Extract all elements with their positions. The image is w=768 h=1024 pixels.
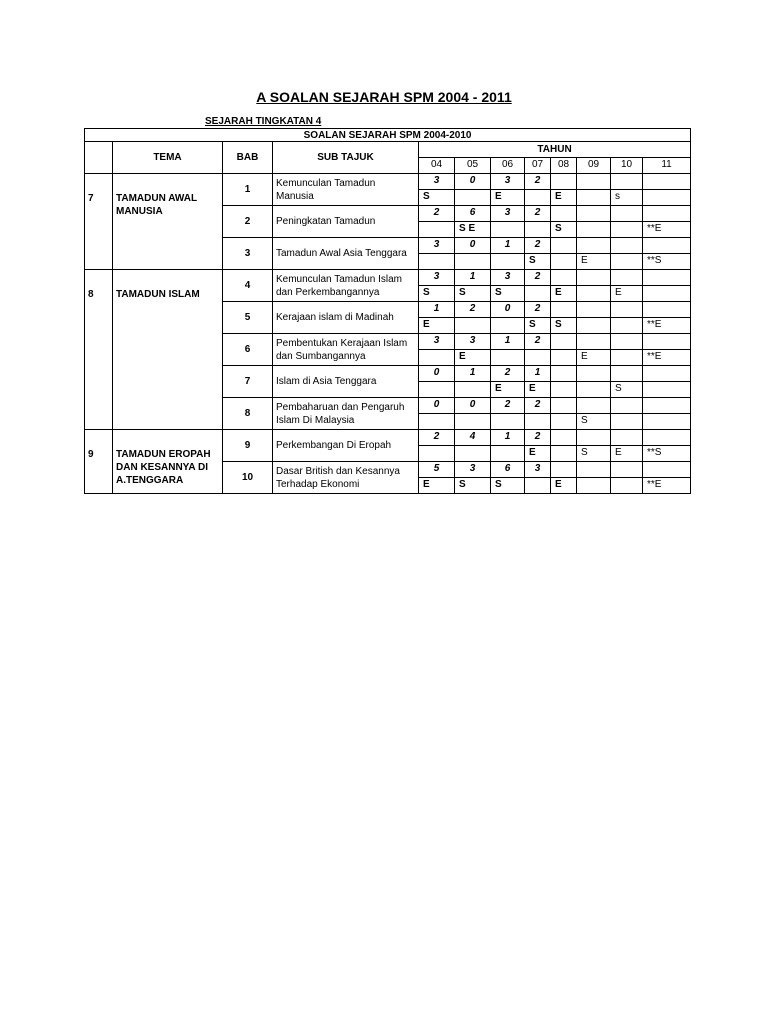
question-type-cell: **E <box>643 222 691 238</box>
tema-number <box>85 174 113 270</box>
question-count-cell <box>643 238 691 254</box>
question-type-cell: **E <box>643 350 691 366</box>
question-type-cell: E <box>455 350 491 366</box>
sub-tajuk: Dasar British dan Kesannya Terhadap Ekonomi <box>273 462 419 494</box>
question-type-cell: S <box>491 478 525 494</box>
question-count-cell: 3 <box>419 238 455 254</box>
question-type-cell: E <box>551 478 577 494</box>
question-count-cell: 3 <box>455 334 491 350</box>
question-type-cell: E <box>577 350 611 366</box>
question-type-cell <box>491 318 525 334</box>
bab-number: 10 <box>223 462 273 494</box>
question-type-cell <box>551 414 577 430</box>
bab-number: 1 <box>223 174 273 206</box>
year-header-cell: 08 <box>551 158 577 174</box>
question-count-cell: 1 <box>491 430 525 446</box>
counts-row <box>85 270 691 286</box>
question-count-cell <box>611 270 643 286</box>
question-type-cell <box>491 350 525 366</box>
question-count-cell <box>551 206 577 222</box>
question-type-cell <box>611 254 643 270</box>
header-tema: TEMA <box>113 142 223 174</box>
question-count-cell: 2 <box>525 174 551 190</box>
question-count-cell <box>577 174 611 190</box>
bab-number: 3 <box>223 238 273 270</box>
sub-tajuk: Pembentukan Kerajaan Islam dan Sumbangannya <box>273 334 419 366</box>
tema-number <box>85 270 113 430</box>
question-type-cell: S <box>491 286 525 302</box>
question-type-cell <box>577 286 611 302</box>
question-count-cell: 2 <box>491 366 525 382</box>
question-count-cell <box>643 174 691 190</box>
year-header-cell: 05 <box>455 158 491 174</box>
question-type-cell <box>611 350 643 366</box>
question-type-cell: s <box>611 190 643 206</box>
year-header-cell: 09 <box>577 158 611 174</box>
question-count-cell <box>577 302 611 318</box>
tema-name-text: TAMADUN ISLAM <box>116 289 200 300</box>
question-count-cell <box>643 206 691 222</box>
question-count-cell: 3 <box>419 270 455 286</box>
tema-name-text: TAMADUN EROPAH DAN KESANNYA DI A.TENGGARA <box>116 449 211 486</box>
question-type-cell <box>643 286 691 302</box>
sub-tajuk: Kemunculan Tamadun Islam dan Perkembangannya <box>273 270 419 302</box>
question-type-cell <box>419 382 455 398</box>
header-sub-tajuk: SUB TAJUK <box>273 142 419 174</box>
tema-number-text: 9 <box>88 449 94 460</box>
question-type-cell <box>577 222 611 238</box>
question-type-cell <box>419 222 455 238</box>
question-count-cell <box>551 302 577 318</box>
question-type-cell: E <box>611 446 643 462</box>
question-type-cell <box>419 414 455 430</box>
header-bab: BAB <box>223 142 273 174</box>
question-type-cell <box>455 446 491 462</box>
question-type-cell <box>611 222 643 238</box>
sub-tajuk: Peningkatan Tamadun <box>273 206 419 238</box>
question-type-cell: S <box>577 414 611 430</box>
tema-name-text: TAMADUN AWAL MANUSIA <box>116 193 197 217</box>
counts-row <box>85 430 691 446</box>
bab-number: 6 <box>223 334 273 366</box>
tema-name <box>113 174 223 270</box>
question-count-cell: 1 <box>491 334 525 350</box>
question-type-cell <box>577 318 611 334</box>
question-count-cell <box>643 462 691 478</box>
question-count-cell <box>577 430 611 446</box>
question-type-cell <box>577 478 611 494</box>
question-count-cell: 6 <box>455 206 491 222</box>
question-type-cell <box>491 414 525 430</box>
question-count-cell <box>643 334 691 350</box>
question-count-cell <box>611 334 643 350</box>
year-header-cell: 11 <box>643 158 691 174</box>
question-count-cell: 2 <box>525 206 551 222</box>
question-count-cell <box>611 302 643 318</box>
question-count-cell <box>643 366 691 382</box>
year-header-cell: 07 <box>525 158 551 174</box>
question-count-cell <box>577 398 611 414</box>
question-count-cell <box>551 462 577 478</box>
bab-number: 2 <box>223 206 273 238</box>
question-type-cell: **S <box>643 446 691 462</box>
question-count-cell <box>611 366 643 382</box>
question-type-cell <box>525 478 551 494</box>
header-blank <box>85 142 113 174</box>
question-count-cell <box>551 270 577 286</box>
question-type-cell <box>551 446 577 462</box>
question-type-cell: S <box>525 318 551 334</box>
question-count-cell <box>551 174 577 190</box>
question-type-cell <box>643 382 691 398</box>
tema-number-text: 8 <box>88 289 94 300</box>
question-type-cell <box>525 414 551 430</box>
question-type-cell: S <box>551 222 577 238</box>
question-count-cell <box>643 270 691 286</box>
question-type-cell: S <box>577 446 611 462</box>
question-type-cell <box>455 414 491 430</box>
question-count-cell <box>551 334 577 350</box>
question-type-cell <box>611 478 643 494</box>
question-count-cell <box>577 270 611 286</box>
bab-number: 5 <box>223 302 273 334</box>
question-type-cell <box>491 446 525 462</box>
question-type-cell <box>455 318 491 334</box>
question-type-cell <box>419 446 455 462</box>
question-count-cell: 1 <box>525 366 551 382</box>
question-type-cell: S <box>525 254 551 270</box>
question-type-cell <box>551 254 577 270</box>
question-type-cell: E <box>419 478 455 494</box>
question-count-cell: 3 <box>525 462 551 478</box>
question-type-cell <box>525 190 551 206</box>
question-type-cell: S <box>611 382 643 398</box>
question-count-cell <box>611 462 643 478</box>
sub-tajuk: Pembaharuan dan Pengaruh Islam Di Malaysia <box>273 398 419 430</box>
question-type-cell: E <box>551 190 577 206</box>
question-type-cell: S <box>455 478 491 494</box>
bab-number: 8 <box>223 398 273 430</box>
question-type-cell: E <box>419 318 455 334</box>
question-count-cell <box>611 238 643 254</box>
question-type-cell: E <box>525 382 551 398</box>
page-title: A SOALAN SEJARAH SPM 2004 - 2011 <box>256 89 512 105</box>
question-type-cell <box>455 254 491 270</box>
question-count-cell: 4 <box>455 430 491 446</box>
question-type-cell: S <box>419 190 455 206</box>
tema-name <box>113 270 223 430</box>
sub-tajuk: Perkembangan Di Eropah <box>273 430 419 462</box>
question-count-cell <box>611 398 643 414</box>
tema-number <box>85 430 113 494</box>
question-count-cell: 2 <box>419 206 455 222</box>
question-type-cell <box>551 350 577 366</box>
table-caption: SOALAN SEJARAH SPM 2004-2010 <box>85 129 691 142</box>
year-header-cell: 10 <box>611 158 643 174</box>
question-count-cell: 2 <box>419 430 455 446</box>
question-type-cell <box>643 190 691 206</box>
question-type-cell <box>611 414 643 430</box>
question-type-cell <box>611 318 643 334</box>
question-type-cell: E <box>525 446 551 462</box>
question-count-cell: 0 <box>491 302 525 318</box>
header-tahun: TAHUN <box>419 142 691 158</box>
question-type-cell <box>455 382 491 398</box>
header-row-1 <box>85 142 691 158</box>
sub-tajuk: Kerajaan islam di Madinah <box>273 302 419 334</box>
question-type-cell: E <box>551 286 577 302</box>
bab-number: 9 <box>223 430 273 462</box>
sub-tajuk: Islam di Asia Tenggara <box>273 366 419 398</box>
question-type-cell <box>551 382 577 398</box>
question-type-cell <box>419 254 455 270</box>
question-count-cell: 2 <box>525 334 551 350</box>
question-count-cell <box>577 462 611 478</box>
question-count-cell <box>577 366 611 382</box>
question-type-cell: S <box>455 286 491 302</box>
question-table <box>84 128 691 494</box>
question-count-cell: 1 <box>419 302 455 318</box>
question-count-cell: 0 <box>419 398 455 414</box>
question-count-cell <box>643 430 691 446</box>
question-type-cell <box>577 382 611 398</box>
question-count-cell: 5 <box>419 462 455 478</box>
question-count-cell <box>611 206 643 222</box>
question-count-cell: 2 <box>525 302 551 318</box>
question-count-cell: 3 <box>419 334 455 350</box>
question-type-cell: **E <box>643 318 691 334</box>
question-count-cell <box>577 334 611 350</box>
question-type-cell <box>491 254 525 270</box>
question-count-cell: 3 <box>491 174 525 190</box>
sub-tajuk: Tamadun Awal Asia Tenggara <box>273 238 419 270</box>
question-count-cell: 3 <box>491 206 525 222</box>
question-count-cell <box>551 366 577 382</box>
question-type-cell: E <box>491 190 525 206</box>
year-header-cell: 04 <box>419 158 455 174</box>
question-count-cell: 0 <box>455 238 491 254</box>
question-count-cell <box>551 238 577 254</box>
page-subtitle: SEJARAH TINGKATAN 4 <box>205 116 322 127</box>
question-count-cell: 0 <box>455 174 491 190</box>
bab-number: 4 <box>223 270 273 302</box>
question-type-cell <box>419 350 455 366</box>
question-count-cell <box>611 174 643 190</box>
question-count-cell <box>577 238 611 254</box>
question-count-cell: 6 <box>491 462 525 478</box>
question-count-cell: 2 <box>525 270 551 286</box>
question-type-cell <box>455 190 491 206</box>
question-count-cell <box>577 206 611 222</box>
question-count-cell <box>551 430 577 446</box>
question-count-cell <box>643 302 691 318</box>
table-caption-row <box>85 129 691 142</box>
question-count-cell <box>551 398 577 414</box>
question-type-cell <box>525 222 551 238</box>
counts-row <box>85 174 691 190</box>
question-count-cell: 0 <box>419 366 455 382</box>
question-type-cell: E <box>611 286 643 302</box>
question-type-cell <box>525 350 551 366</box>
question-type-cell: S <box>551 318 577 334</box>
question-type-cell: S <box>419 286 455 302</box>
question-count-cell: 2 <box>525 430 551 446</box>
question-count-cell: 1 <box>455 270 491 286</box>
question-count-cell: 2 <box>525 238 551 254</box>
question-type-cell <box>525 286 551 302</box>
question-count-cell: 3 <box>455 462 491 478</box>
bab-number: 7 <box>223 366 273 398</box>
tema-name <box>113 430 223 494</box>
question-type-cell <box>643 414 691 430</box>
question-type-cell <box>577 190 611 206</box>
question-type-cell <box>491 222 525 238</box>
sub-tajuk: Kemunculan Tamadun Manusia <box>273 174 419 206</box>
question-count-cell: 1 <box>455 366 491 382</box>
question-type-cell: E <box>577 254 611 270</box>
question-count-cell <box>643 398 691 414</box>
question-type-cell: E <box>491 382 525 398</box>
question-count-cell: 0 <box>455 398 491 414</box>
question-count-cell: 3 <box>419 174 455 190</box>
question-type-cell: S E <box>455 222 491 238</box>
question-type-cell: **E <box>643 478 691 494</box>
question-type-cell: **S <box>643 254 691 270</box>
question-count-cell: 2 <box>525 398 551 414</box>
question-count-cell: 2 <box>491 398 525 414</box>
question-count-cell <box>611 430 643 446</box>
question-count-cell: 2 <box>455 302 491 318</box>
question-count-cell: 3 <box>491 270 525 286</box>
question-count-cell: 1 <box>491 238 525 254</box>
tema-number-text: 7 <box>88 193 94 204</box>
year-header-cell: 06 <box>491 158 525 174</box>
